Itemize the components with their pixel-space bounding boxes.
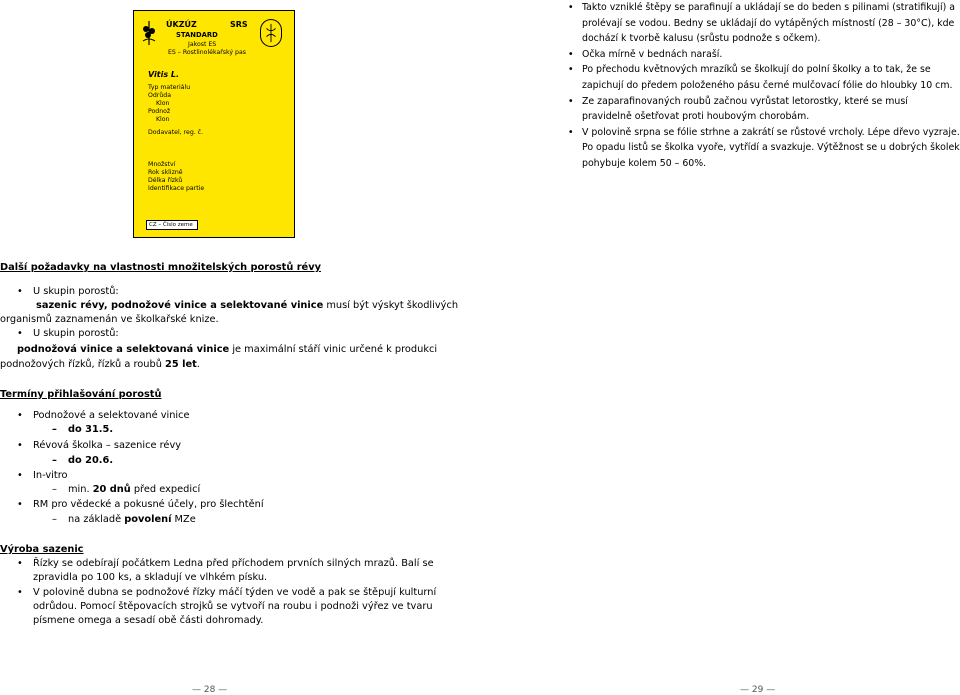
label-field: Identifikace partie: [148, 185, 205, 192]
label-srs: SRS: [230, 20, 248, 29]
paragraph-line: podnožových řízků, řízků a roubů 25 let.: [0, 359, 200, 370]
seal-emblem-icon: [260, 19, 282, 47]
list-item: • Ze zaparafinovaných roubů začnou vyrůstat letorostky, které se musí pravidelně ošetřovat proti houbovým chorobám.: [568, 94, 960, 125]
list-item: • Takto vzniklé štěpy se parafinují a ukládají se do beden s pilinami (stratifikují) a prolévají se vodou. Bedny se ukládají do vytápěných místností (28 – 30°C), kde dochází k tvorbě kalusu (srůstu podnože s očkem).: [568, 0, 960, 47]
list-item: • Podnožové a selektované vinice: [33, 410, 190, 421]
label-field: Klon: [156, 116, 170, 123]
label-species: Vitis L.: [148, 70, 180, 79]
list-subitem: – na základě povolení MZe: [68, 514, 196, 525]
certification-label: [133, 10, 295, 238]
list-item: • Očka mírně v bednách naraší.: [568, 47, 960, 63]
paragraph-line: zpravidla po 100 ks, a skladují ve vlhkém písku.: [33, 572, 268, 583]
label-field: Rok sklizně: [148, 169, 183, 176]
section-heading: Termíny přihlašování porostů: [0, 389, 162, 400]
list-item: • RM pro vědecké a pokusné účely, pro šlechtění: [33, 499, 264, 510]
list-item: • Řízky se odebírají počátkem Ledna před příchodem prvních silných mrazů. Balí se: [33, 558, 434, 569]
list-item: • In-vitro: [33, 470, 68, 481]
list-subitem: – do 31.5.: [68, 424, 113, 435]
label-field: Klon: [156, 100, 170, 107]
label-title: ÚKZÚZ: [166, 20, 197, 29]
paragraph-line: písmene omega a sesadí obě části dohromady.: [33, 615, 264, 626]
label-field: Odrůda: [148, 92, 171, 99]
paragraph-line: organismů zaznamenán ve školkařské knize.: [0, 314, 219, 325]
label-field: Podnož: [148, 108, 171, 115]
list-subitem: – do 20.6.: [68, 455, 113, 466]
list-item: • Révová školka – sazenice révy: [33, 440, 181, 451]
list-subitem: – min. 20 dnů před expedicí: [68, 484, 200, 495]
page-number-right: — 29 —: [740, 685, 776, 695]
section-heading: Další požadavky na vlastnosti množitelských porostů révy: [0, 262, 321, 273]
label-field: Množství: [148, 161, 176, 168]
label-supplier: Dodavatel, reg. č.: [148, 129, 204, 136]
label-field: Typ materiálu: [148, 84, 191, 91]
label-standard: STANDARD: [176, 31, 218, 39]
label-quality: Jakost ES: [188, 41, 217, 48]
section-heading: Výroba sazenic: [0, 544, 84, 555]
paragraph-line: sazenic révy, podnožové vinice a selektované vinice musí být výskyt škodlivých: [36, 300, 459, 311]
paragraph-line: podnožová vinice a selektovaná vinice je maximální stáří vinic určené k produkci: [17, 344, 438, 355]
list-item: • U skupin porostů:: [33, 286, 119, 297]
list-item: • V polovině srpna se fólie strhne a zakrátí se růstové vrcholy. Lépe dřevo vyzraje. Po opadu listů se školka vyoře, vytřídí a svazkuje. Výtěžnost se u dobrých školek pohybuje kolem 50 – 60%.: [568, 125, 960, 172]
grape-emblem-icon: [140, 19, 158, 47]
label-field: Délka řízků: [148, 177, 183, 184]
page-number-left: — 28 —: [192, 685, 228, 695]
label-passport: ES – Rostlinolékařský pas: [168, 49, 246, 56]
list-item: • Po přechodu květnových mrazíků se školkují do polní školky a to tak, že se zapichují do předem položeného pásu černé mulčovací fólie do hloubky 10 cm.: [568, 62, 960, 93]
paragraph-line: odrůdou. Pomocí štěpovacích strojků se vytvoří na roubu i podnoži výřez ve tvaru: [33, 601, 433, 612]
label-country: CZ – Číslo zeme: [146, 220, 198, 230]
list-item: • U skupin porostů:: [33, 328, 119, 339]
list-item: • V polovině dubna se podnožové řízky máčí týden ve vodě a pak se štěpují kulturní: [33, 587, 436, 598]
right-bullet-list: [568, 0, 960, 172]
